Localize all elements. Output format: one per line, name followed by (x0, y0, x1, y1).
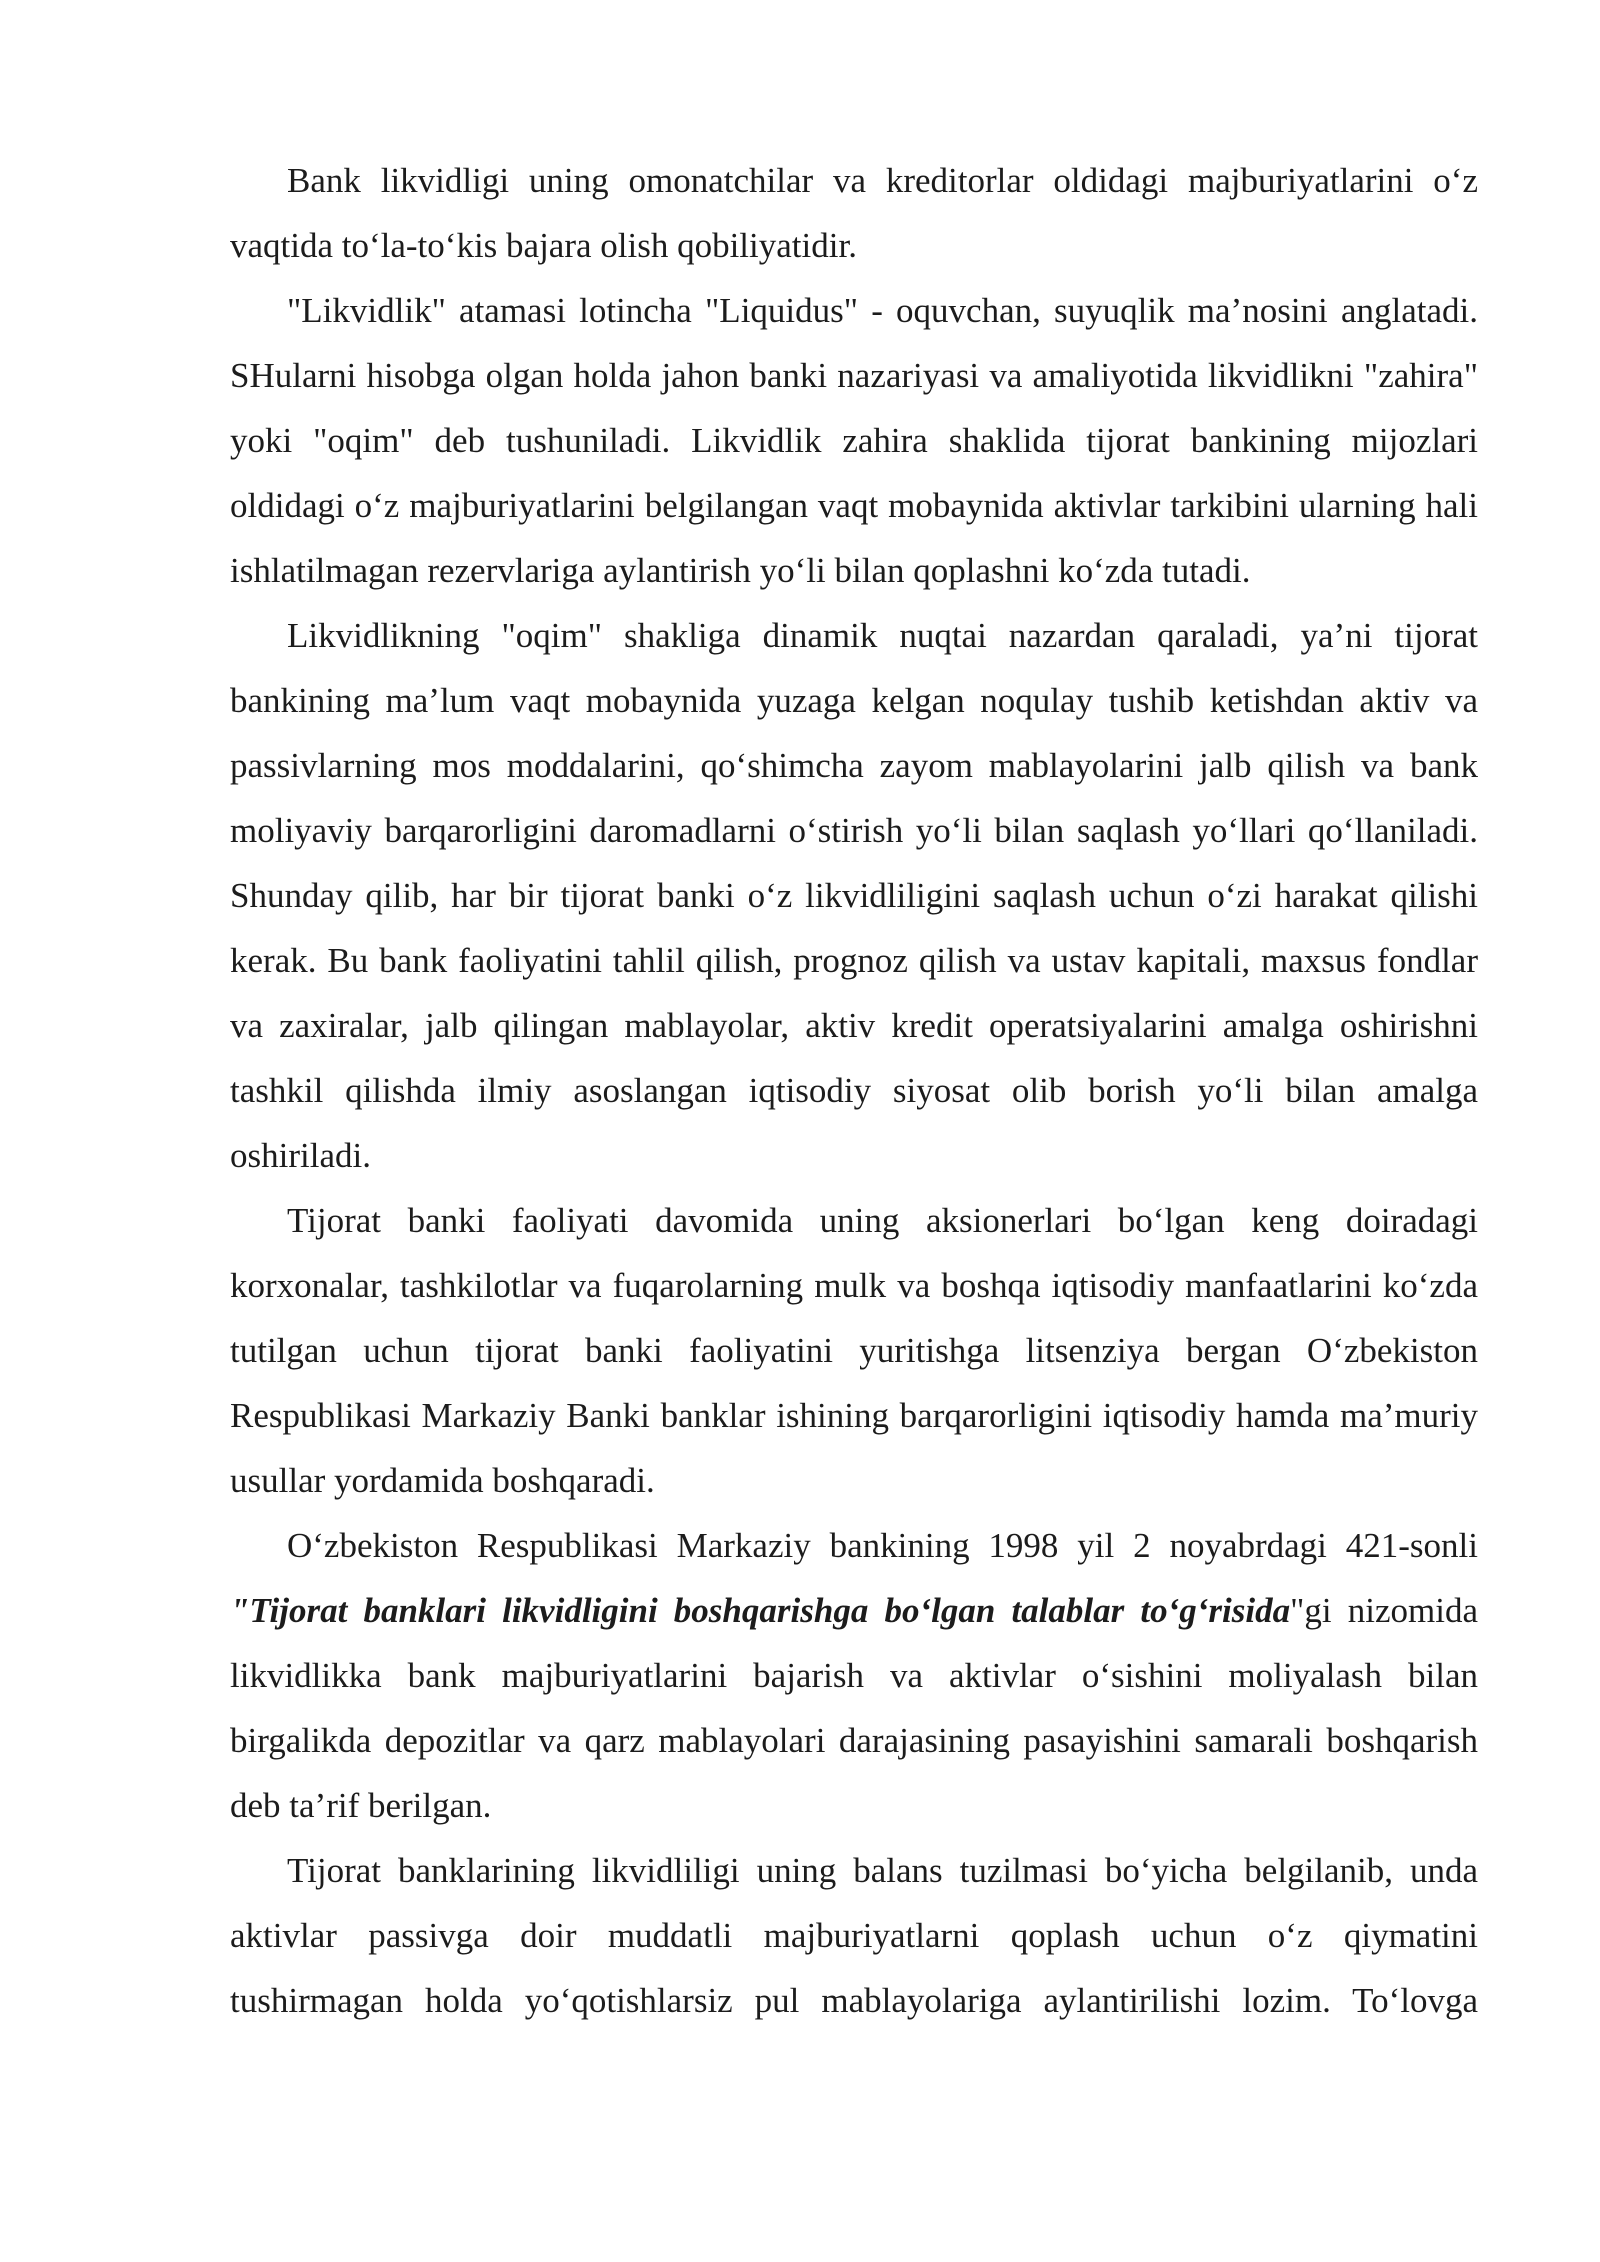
document-body (230, 148, 1478, 2033)
regulation-title-emphasis: "Tijorat banklari likvidligini boshqarishga bo‘lgan talablar to‘g‘risida (230, 1591, 1291, 1630)
paragraph-balance-structure: Tijorat banklarining likvidliligi uning balans tuzilmasi bo‘yicha belgilanib, unda aktivlar passivga doir muddatli majburiyatlarni qoplash uchun o‘z qiymatini tushirmagan holda yo‘qotishlarsiz pul mablayolariga aylantirilishi lozim. To‘lovga (230, 1851, 1478, 2020)
regulation-text-after: "gi nizomida likvidlikka bank majburiyatlarini bajarish va aktivlar o‘sishini moliyalash bilan birgalikda depozitlar va qarz mablayolari darajasining pasayishini samarali boshqarish deb ta’rif berilgan. (230, 1591, 1478, 1825)
paragraph-regulation-421 (230, 1513, 1478, 1838)
paragraph-liquidity-etymology: "Likvidlik" atamasi lotincha "Liquidus" - oquvchan, suyuqlik ma’nosini anglatadi. SHularni hisobga olgan holda jahon banki nazariyasi va amaliyotida likvidlikni "zahira" yoki "oqim" deb tushuniladi. Likvidlik zahira shaklida tijorat bankining mijozlari oldidagi o‘z majburiyatlarini belgilangan vaqt mobaynida aktivlar tarkibini ularning hali ishlatilmagan rezervlariga aylantirish yo‘li bilan qoplashni ko‘zda tutadi. (230, 291, 1478, 590)
paragraph-liquidity-definition: Bank likvidligi uning omonatchilar va kreditorlar oldidagi majburiyatlarini o‘z vaqtida to‘la-to‘kis bajara olish qobiliyatidir. (230, 161, 1478, 265)
paragraph-central-bank-regulation: Tijorat banki faoliyati davomida uning aksionerlari bo‘lgan keng doiradagi korxonalar, tashkilotlar va fuqarolarning mulk va boshqa iqtisodiy manfaatlarini ko‘zda tutilgan uchun tijorat banki faoliyatini yuritishga litsenziya bergan O‘zbekiston Respublikasi Markaziy Banki banklar ishining barqarorligini iqtisodiy hamda ma’muriy usullar yordamida boshqaradi. (230, 1201, 1478, 1500)
paragraph-liquidity-flow: Likvidlikning "oqim" shakliga dinamik nuqtai nazardan qaraladi, ya’ni tijorat bankining ma’lum vaqt mobaynida yuzaga kelgan noqulay tushib ketishdan aktiv va passivlarning mos moddalarini, qo‘shimcha zayom mablayolarini jalb qilish va bank moliyaviy barqarorligini daromadlarni o‘stirish yo‘li bilan saqlash yo‘llari qo‘llaniladi. Shunday qilib, har bir tijorat banki o‘z likvidliligini saqlash uchun o‘zi harakat qilishi kerak. Bu bank faoliyatini tahlil qilish, prognoz qilish va ustav kapitali, maxsus fondlar va zaxiralar, jalb qilingan mablayolar, aktiv kredit operatsiyalarini amalga oshirishni tashkil qilishda ilmiy asoslangan iqtisodiy siyosat olib borish yo‘li bilan amalga oshiriladi. (230, 616, 1478, 1175)
regulation-text-before: O‘zbekiston Respublikasi Markaziy bankining 1998 yil 2 noyabrdagi 421-sonli (287, 1526, 1478, 1565)
